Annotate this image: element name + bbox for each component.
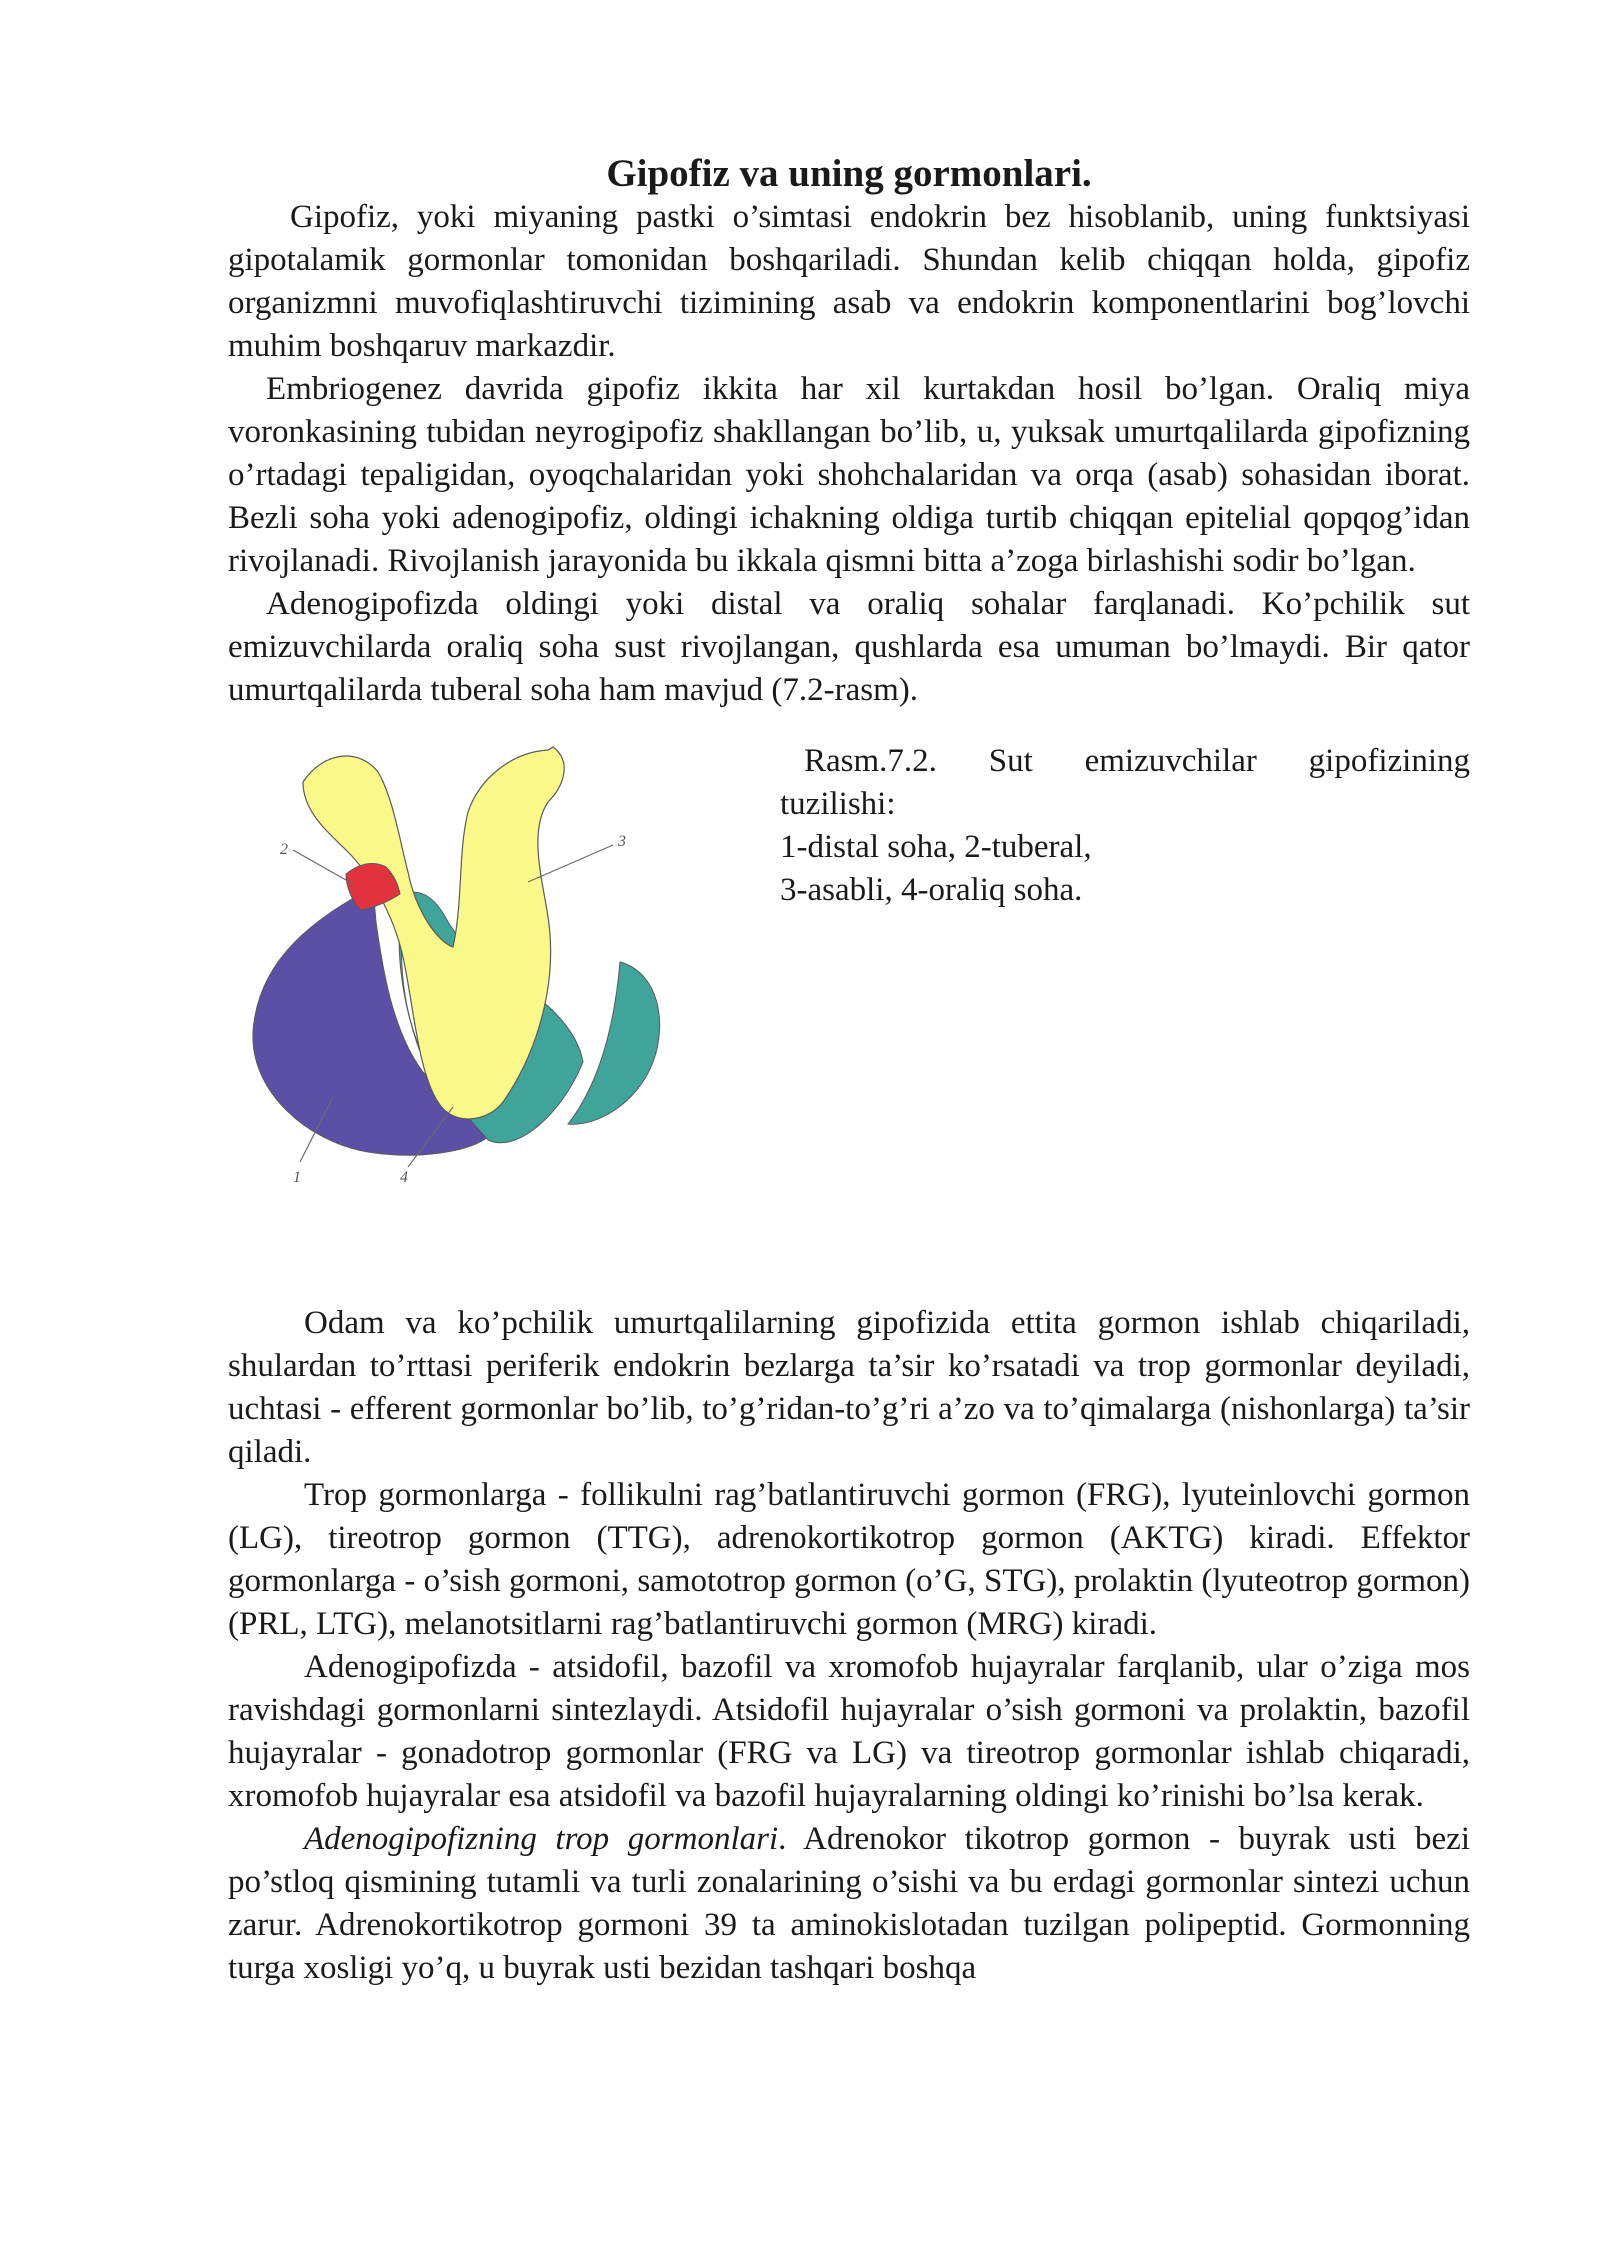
figure-caption [780,740,1470,912]
label-3: 3 [618,833,626,850]
lower-text [228,1302,1470,1990]
figure-7-2 [228,742,1470,1302]
pituitary-diagram [248,742,738,1222]
label-4: 4 [400,1169,408,1186]
paragraph-seven-hormones: Odam va ko’pchilik umurtqalilarning gipofizida ettita gormon ishlab chiqariladi, shulardan to’rttasi periferik endokrin bezlarga ta’sir ko’rsatadi va trop gormonlar deyiladi, uchtasi - efferent gormonlar bo’lib, to’g’ridan-to’g’ri a’zo va to’qimalarga (nishonlarga) ta’sir qiladi. [228,1305,1470,1470]
caption-line-3: 1-distal soha, 2-tuberal, [780,829,1092,865]
paragraph-embryogenesis: Embriogenez davrida gipofiz ikkita har xil kurtakdan hosil bo’lgan. Oraliq miya voronkasining tubidan neyrogipofiz shakllangan bo’lib, u, yuksak umurtqalilarda gipofizning o’rtadagi tepaligidan, oyoqchalaridan yoki shohchalaridan va orqa (asab) sohasidan iborat. Bezli soha yoki adenogipofiz, oldingi ichakning oldiga turtib chiqqan epitelial qopqog’idan rivojlanadi. Rivojlanish jarayonida bu ikkala qismni bitta a’zoga birlashishi sodir bo’lgan. [228,371,1470,579]
leader-line-3 [528,845,613,882]
intermediate-outer-shape [568,962,660,1124]
document-page [228,150,1470,1990]
paragraph-acth [228,1818,1470,1990]
paragraph-intro: Gipofiz, yoki miyaning pastki o’simtasi endokrin bez hisoblanib, uning funktsiyasi gipotalamik gormonlar tomonidan boshqariladi. Shundan kelib chiqqan holda, gipofiz organizmni muvofiqlashtiruvchi tizimining asab va endokrin komponentlarini bog’lovchi muhim boshqaruv markazdir. [228,199,1470,364]
paragraph-adenohypophysis: Adenogipofizda oldingi yoki distal va oraliq sohalar farqlanadi. Ko’pchilik sut emizuvchilarda oraliq soha sust rivojlangan, qushlarda esa umuman bo’lmaydi. Bir qator umurtqalilarda tuberal soha ham mavjud (7.2-rasm). [228,586,1470,708]
caption-line-1: Rasm.7.2. Sut emizuvchilar gipofizining [804,743,1470,779]
paragraph-trop-hormones: Trop gormonlarga - follikulni rag’batlantiruvchi gormon (FRG), lyuteinlovchi gormon (LG), tireotrop gormon (TTG), adrenokortikotrop gormon (AKTG) kiradi. Effektor gormonlarga - o’sish gormoni, samototrop gormon (o’G, STG), prolaktin (lyuteotrop gormon) (PRL, LTG), melanotsitlarni rag’batlantiruvchi gormon (MRG) kiradi. [228,1477,1470,1642]
caption-line-4: 3-asabli, 4-oraliq soha. [780,872,1083,908]
acth-text: . Adrenokor tikotrop gormon - buyrak usti bezi po’stloq qismining tutamli va turli zonalarining o’sishi va bu erdagi gormonlar sintezi uchun zarur. Adrenokortikotrop gormoni 39 ta aminokislotadan tuzilgan polipeptid. Gormonning turga xosligi yo’q, u buyrak usti bezidan tashqari boshqa [228,1821,1470,1986]
label-2: 2 [280,841,288,858]
label-1: 1 [293,1169,301,1186]
paragraph-cell-types: Adenogipofizda - atsidofil, bazofil va xromofob hujayralar farqlanib, ular o’ziga mos ravishdagi gormonlarni sintezlaydi. Atsidofil hujayralar o’sish gormoni va prolaktin, bazofil hujayralar - gonadotrop gormonlar (FRG va LG) va tireotrop gormonlar ishlab chiqaradi, xromofob hujayralar esa atsidofil va bazofil hujayralarning oldingi ko’rinishi bo’lsa kerak. [228,1649,1470,1814]
italic-heading: Adenogipofizning trop gormonlari [304,1821,779,1857]
page-title: Gipofiz va uning gormonlari. [606,152,1092,195]
caption-line-2: tuzilishi: [780,786,896,822]
leader-line-2 [293,850,353,884]
